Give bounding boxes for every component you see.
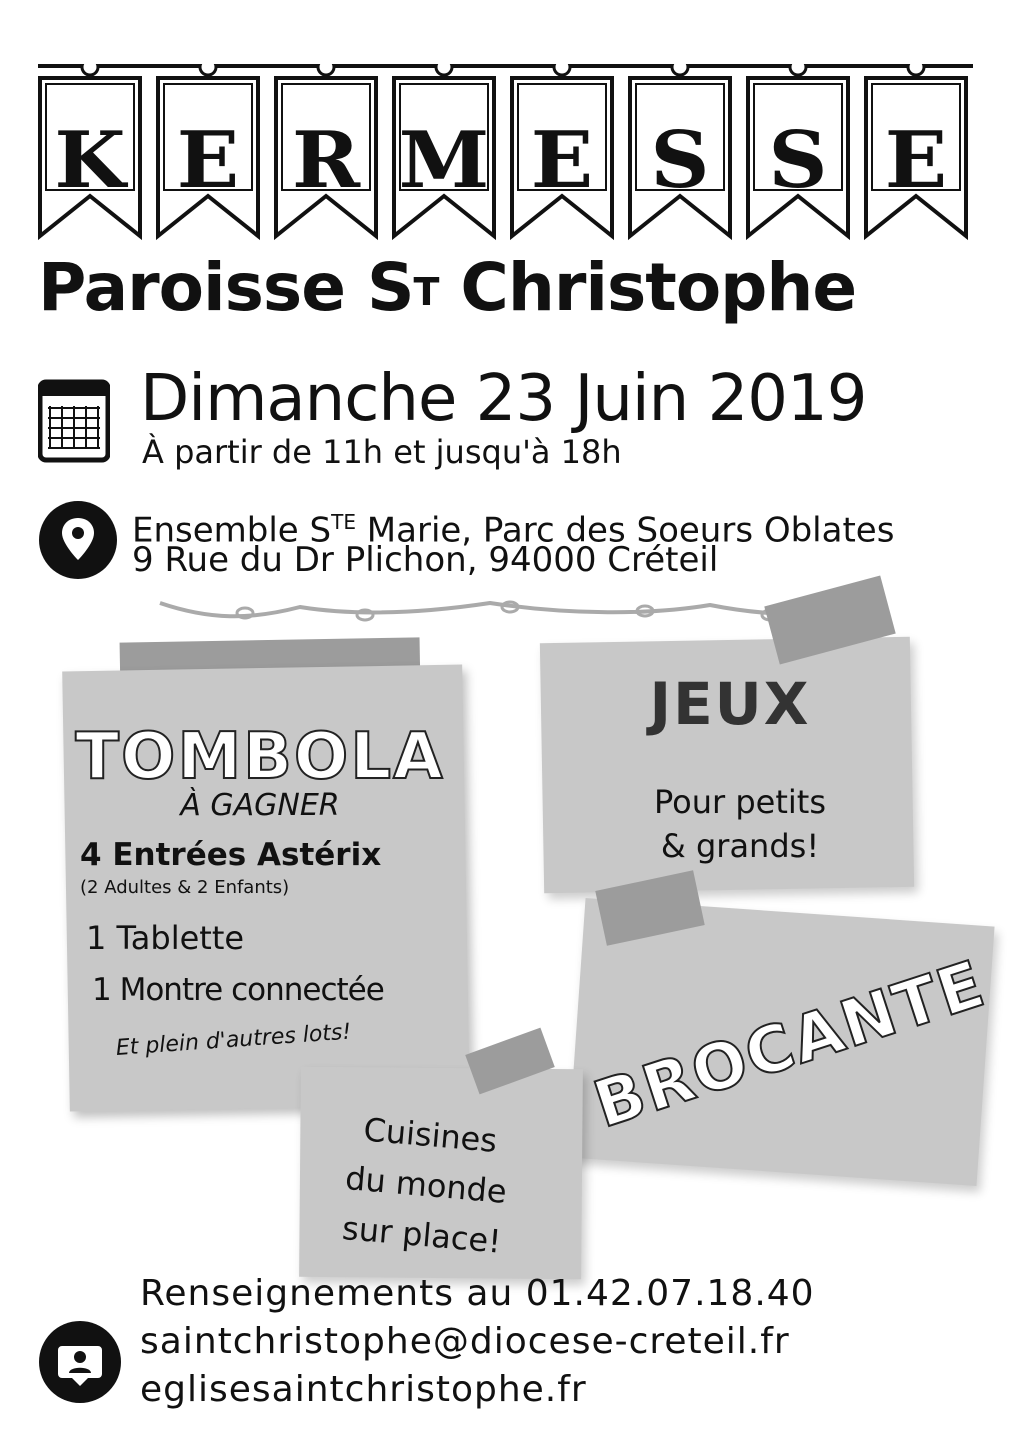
- prize-watch: 1 Montre connectée: [92, 972, 384, 1008]
- prize-more: Et plein d'autres lots!: [115, 1019, 353, 1061]
- event-date: Dimanche 23 Juin 2019: [140, 362, 867, 436]
- prize-tablet: 1 Tablette: [86, 919, 245, 957]
- prize-asterix-note: (2 Adultes & 2 Enfants): [80, 877, 290, 898]
- event-time: À partir de 11h et jusqu'à 18h: [142, 433, 622, 471]
- pennant-2: [156, 64, 260, 254]
- tombola-subtitle: À GAGNER: [180, 788, 340, 823]
- brocante-title: BROCANTE: [585, 947, 995, 1143]
- pennant-5: [510, 64, 614, 254]
- location-pin-icon: [38, 500, 118, 580]
- title-rest: Christophe: [438, 249, 857, 326]
- banner-letter: E: [530, 115, 594, 206]
- email-link[interactable]: saintchristophe@diocese-creteil.fr: [140, 1321, 790, 1362]
- pennant-7: [746, 64, 850, 254]
- cuisines-line-1: Cuisines: [362, 1110, 499, 1160]
- banner-letter: K: [54, 115, 126, 206]
- pennant-1: [38, 64, 142, 254]
- prize-asterix: 4 Entrées Astérix: [80, 837, 382, 873]
- title-sup: T: [413, 270, 439, 314]
- page-title: [38, 248, 978, 328]
- calendar-icon: [38, 378, 110, 464]
- tombola-title: TOMBOLA: [75, 720, 445, 794]
- banner-letter: E: [884, 115, 948, 206]
- cuisines-text: [310, 1101, 542, 1270]
- address-line1-sup: TE: [331, 510, 356, 534]
- website-link[interactable]: eglisesaintchristophe.fr: [140, 1369, 587, 1410]
- title-main: Paroisse S: [38, 249, 414, 326]
- jeux-text: [600, 780, 880, 868]
- jeux-line-1: Pour petits: [654, 783, 826, 821]
- cuisines-line-2: du monde: [343, 1159, 509, 1211]
- banner-letter: S: [768, 115, 828, 206]
- banner-letter: S: [650, 115, 710, 206]
- jeux-line-2: & grands!: [660, 827, 820, 865]
- address-line1-b: Marie, Parc des Soeurs Oblates: [355, 510, 895, 551]
- address-line-2: 9 Rue du Dr Plichon, 94000 Créteil: [132, 540, 719, 580]
- pennant-8: [864, 64, 968, 254]
- jeux-title: JEUX: [649, 670, 811, 738]
- banner-letter: R: [291, 115, 361, 206]
- cuisines-line-3: sur place!: [340, 1208, 503, 1261]
- kermesse-banner: [38, 40, 973, 230]
- banner-letter: M: [398, 115, 490, 206]
- banner-letter: E: [176, 115, 240, 206]
- address-line1-a: Ensemble S: [132, 510, 332, 551]
- phone-info: Renseignements au 01.42.07.18.40: [140, 1273, 815, 1314]
- pennant-4: [392, 64, 496, 254]
- pennant-3: [274, 64, 378, 254]
- contact-icon: [38, 1320, 122, 1404]
- pennant-6: [628, 64, 732, 254]
